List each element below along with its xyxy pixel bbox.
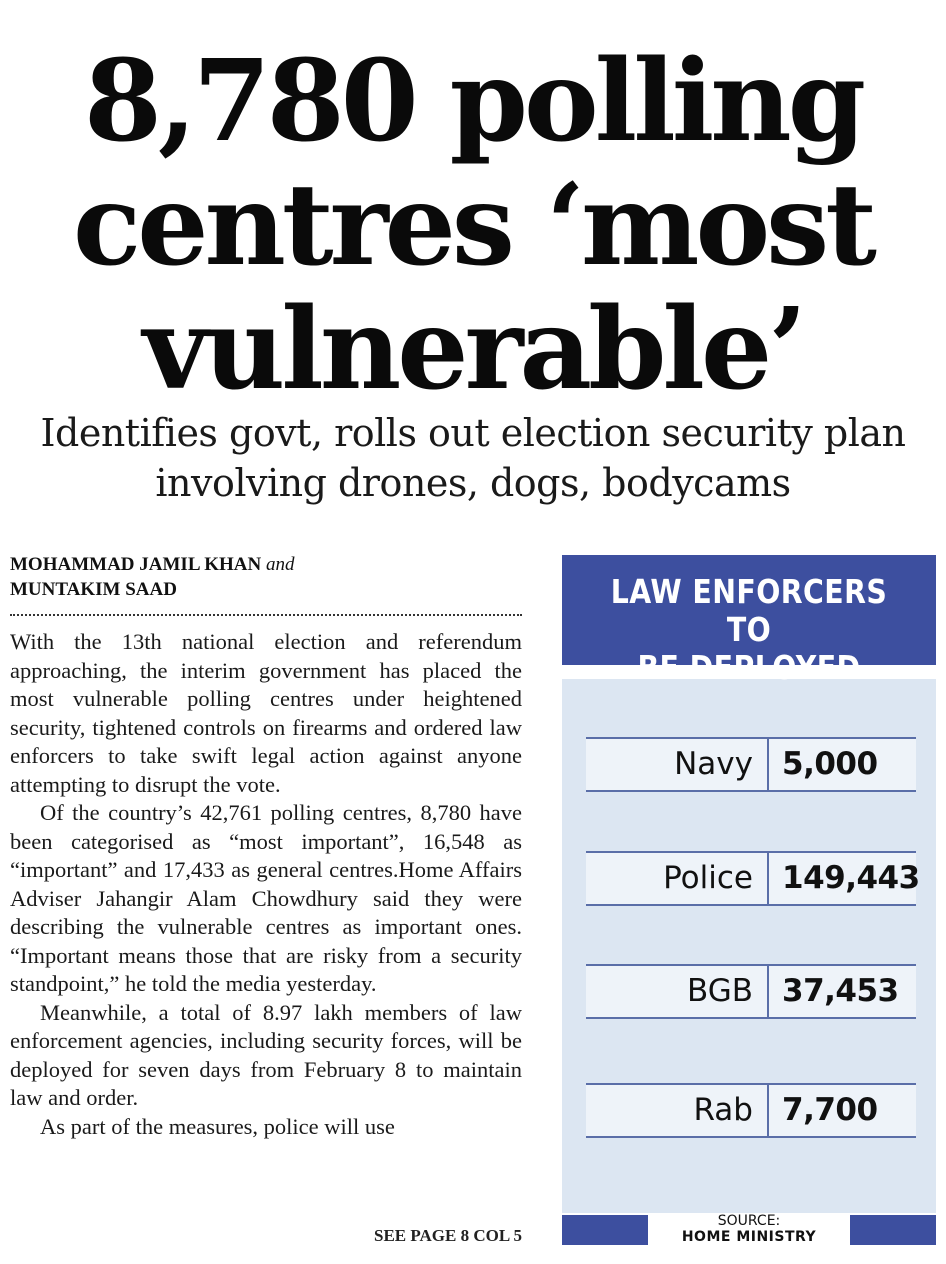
article-paragraph-4: As part of the measures, police will use bbox=[40, 1113, 395, 1139]
source-label: SOURCE: bbox=[717, 1213, 781, 1229]
headline-line-2: centres ‘most bbox=[73, 160, 873, 291]
article-body bbox=[10, 628, 522, 1141]
byline-author-1: MOHAMMAD JAMIL KHAN bbox=[10, 554, 262, 575]
infobox-row-label: Rab bbox=[586, 1085, 769, 1136]
infobox-divider-strip bbox=[562, 665, 936, 679]
infobox-row-label: BGB bbox=[586, 966, 769, 1017]
source-bar-block-right bbox=[850, 1215, 936, 1245]
headline-line-1: 8,780 polling bbox=[83, 36, 863, 167]
subheadline-line-2: involving drones, dogs, bodycams bbox=[155, 461, 791, 505]
byline-conjunction: and bbox=[265, 554, 295, 575]
infobox-title-line-1: LAW ENFORCERS TO bbox=[610, 572, 888, 649]
infobox-source bbox=[648, 1213, 850, 1245]
article-paragraph-3: Meanwhile, a total of 8.97 lakh members of law enforcement agencies, including security forces, will be deployed for seven days from February 8 to maintain law and order. bbox=[10, 999, 522, 1110]
byline-divider bbox=[10, 614, 522, 616]
infobox-row-bgb bbox=[586, 964, 916, 1019]
subheadline-line-1: Identifies govt, rolls out election security plan bbox=[40, 411, 906, 455]
article-paragraph-1: With the 13th national election and referendum approaching, the interim government has placed the most vulnerable polling centres under heightened security, tightened controls on firearms and ordered law enforcers to take swift legal action against anyone attempting to disrupt the vote. bbox=[10, 629, 522, 797]
source-bar-block-left bbox=[562, 1215, 648, 1245]
infobox-row-label: Police bbox=[586, 853, 769, 904]
infobox-row-value: 7,700 bbox=[782, 1092, 878, 1128]
source-name: HOME MINISTRY bbox=[681, 1229, 817, 1245]
infobox-row-value: 37,453 bbox=[782, 973, 899, 1009]
subheadline bbox=[0, 408, 946, 508]
infobox-row-police bbox=[586, 851, 920, 906]
infobox-header bbox=[562, 555, 936, 665]
infobox-row-navy bbox=[586, 737, 916, 792]
infobox-row-value: 5,000 bbox=[782, 746, 878, 782]
infobox-row-rab bbox=[586, 1083, 916, 1138]
infobox-row-value: 149,443 bbox=[782, 860, 920, 896]
byline bbox=[10, 552, 522, 602]
infobox-row-label: Navy bbox=[586, 739, 769, 790]
headline bbox=[0, 36, 946, 415]
infobox-source-bar bbox=[562, 1213, 936, 1245]
article-paragraph-2: Of the country’s 42,761 polling centres, 8,780 have been categorised as “most important”, 16,548 as “important” and 17,433 as general centres.Home Affairs Adviser Jahangir Alam Chowdhury said they were describing the vulnerable centres as important ones. “Important means those that are risky from a security standpoint,” he told the media yesterday. bbox=[10, 800, 522, 996]
continuation-jump: SEE PAGE 8 COL 5 bbox=[374, 1226, 522, 1245]
headline-line-3: vulnerable’ bbox=[142, 284, 804, 415]
infobox-law-enforcers bbox=[562, 555, 936, 1245]
byline-author-2: MUNTAKIM SAAD bbox=[10, 579, 177, 600]
